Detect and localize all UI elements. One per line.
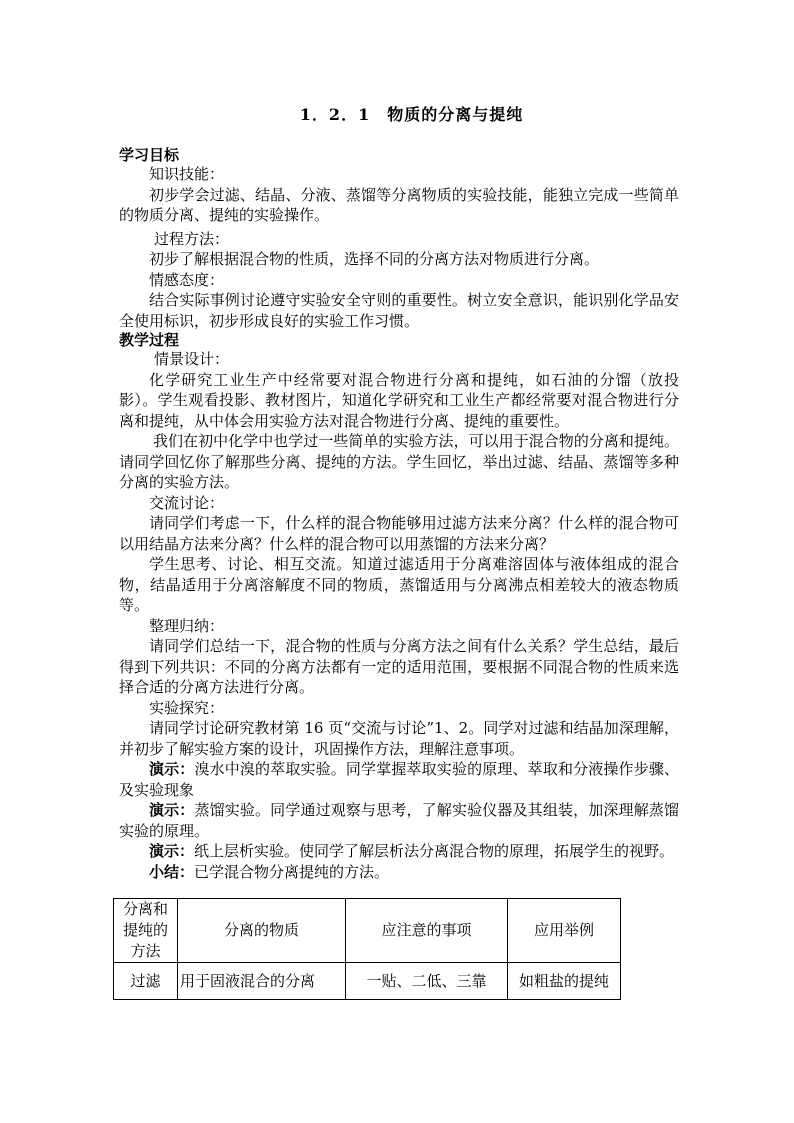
table-header-cell: 分离和提纯的方法 xyxy=(114,899,178,963)
discuss-paragraph-2: 学生思考、讨论、相互交流。知道过滤适用于分离难溶固体与液体组成的混合物，结晶适用于分离溶解度不同的物质，蒸馏适用与分离沸点相差较大的液态物质等。 xyxy=(119,555,679,614)
process-label: 过程方法： xyxy=(154,229,230,248)
demo-2-text: 蒸馏实验。同学通过观察与思考，了解实验仪器及其组装，加深理解蒸馏实验的原理。 xyxy=(119,801,679,840)
demo-label: 演示： xyxy=(149,760,195,778)
table-header-cell: 应注意的事项 xyxy=(346,899,508,963)
table-cell: 一贴、二低、三靠 xyxy=(346,963,508,1000)
demo-3 xyxy=(119,841,679,862)
explore-label: 实验探究： xyxy=(149,698,225,717)
scene-label: 情景设计： xyxy=(154,350,230,368)
heading-learning-goals: 学习目标 xyxy=(119,146,180,164)
summary-label: 整理归纳： xyxy=(149,616,225,635)
demo-1-text: 溴水中溴的萃取实验。同学掌握萃取实验的原理、萃取和分液操作步骤、及实验现象 xyxy=(119,760,679,799)
heading-teaching-process: 教学过程 xyxy=(119,331,180,349)
demo-label: 演示： xyxy=(149,842,195,860)
document-page xyxy=(119,104,679,1000)
table-cell: 过滤 xyxy=(114,963,178,1000)
table-header-cell: 应用举例 xyxy=(508,899,621,963)
table-cell: 如粗盐的提纯 xyxy=(508,963,621,1000)
table-cell: 用于固液混合的分离 xyxy=(178,963,346,1000)
discuss-paragraph-1: 请同学们考虑一下，什么样的混合物能够用过滤方法来分离？什么样的混合物可以用结晶方法来分离？什么样的混合物可以用蒸馏的方法来分离？ xyxy=(119,514,679,553)
table-row xyxy=(114,963,621,1000)
conclusion-label: 小结： xyxy=(149,862,195,881)
attitude-text: 结合实际事例讨论遵守实验安全守则的重要性。树立安全意识，能识别化学品安全使用标识，初步形成良好的实验工作习惯。 xyxy=(119,291,679,330)
process-text: 初步了解根据混合物的性质，选择不同的分离方法对物质进行分离。 xyxy=(149,250,600,268)
knowledge-text: 初步学会过滤、结晶、分液、蒸馏等分离物质的实验技能，能独立完成一些简单的物质分离、提纯的实验操作。 xyxy=(119,185,679,224)
knowledge-label: 知识技能： xyxy=(149,165,225,183)
scene-paragraph-1: 化学研究工业生产中经常要对混合物进行分离和提纯，如石油的分馏（放投影）。学生观看投影、教材图片，知道化学研究和工业生产都经常要对混合物进行分离和提纯，从中体会用实验方法对混合物进行分离、提纯的重要性。 xyxy=(119,370,679,430)
table-header-row xyxy=(114,899,621,963)
conclusion-text: 已学混合物分离提纯的方法。 xyxy=(194,862,390,881)
discuss-label: 交流讨论： xyxy=(149,493,225,512)
page-title: 1．2．1 物质的分离与提纯 xyxy=(299,105,524,124)
summary-paragraph: 请同学们总结一下，混合物的性质与分离方法之间有什么关系？学生总结，最后得到下列共识：不同的分离方法都有一定的适用范围，要根据不同混合物的性质来选择合适的分离方法进行分离。 xyxy=(119,637,679,696)
conclusion xyxy=(119,862,679,883)
separation-methods-table xyxy=(113,898,621,1000)
demo-3-text: 纸上层析实验。使同学了解层析法分离混合物的原理，拓展学生的视野。 xyxy=(194,842,675,860)
demo-label: 演示： xyxy=(149,801,195,819)
attitude-label: 情感态度： xyxy=(149,270,225,289)
scene-paragraph-2: 我们在初中化学中也学过一些简单的实验方法，可以用于混合物的分离和提纯。请同学回忆你了解那些分离、提纯的方法。学生回忆，举出过滤、结晶、蒸馏等多种分离的实验方法。 xyxy=(119,432,679,491)
demo-1 xyxy=(119,759,679,800)
demo-2 xyxy=(119,800,679,841)
table-header-cell: 分离的物质 xyxy=(178,899,346,963)
explore-paragraph: 请同学讨论研究教材第 16 页“交流与讨论”1、2。同学对过滤和结晶加深理解，并初步了解实验方案的设计，巩固操作方法，理解注意事项。 xyxy=(119,719,679,758)
